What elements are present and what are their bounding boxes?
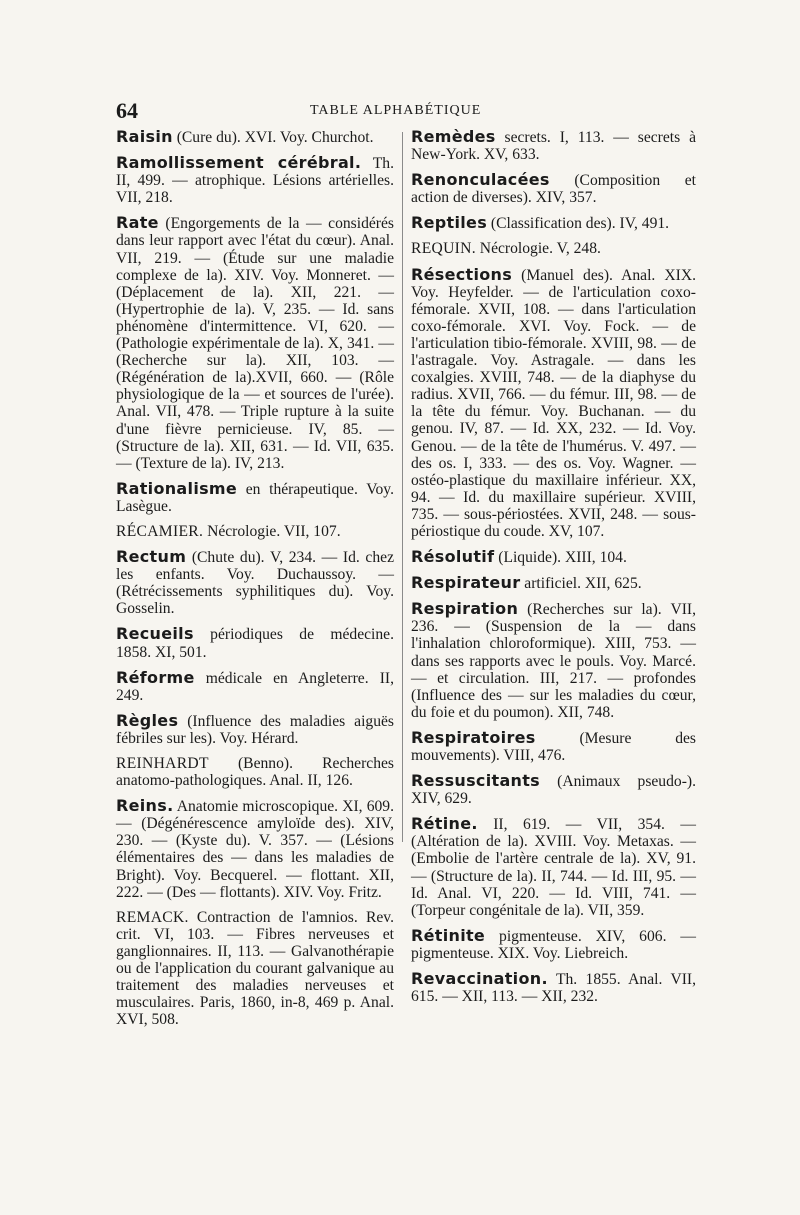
entry-text: pigmenteuse. XIV, 606. — pigmenteuse. XIX. Voy. Liebreich. — [411, 927, 696, 962]
entry-text: artificiel. XII, 625. — [520, 575, 642, 593]
entry-headword: Respiration — [411, 599, 519, 619]
entry-text: II, 619. — VII, 354. — (Altération de la). XVIII. Voy. Metaxas. — (Embolie de l'artère centrale de la). XV, 91. — (Structure de la). II, 744. — Id. III, 95. — Id. Anal. VI, 220. — Id. VIII, 741. — (Torpeur congénitale de la). VII, 359. — [411, 816, 696, 919]
left-column — [116, 128, 394, 1036]
entry-headword: Résections — [411, 264, 513, 284]
entry-headword: REINHARDT — [116, 755, 209, 772]
entry-headword: Ramollissement cérébral. — [116, 153, 362, 173]
index-entry — [411, 772, 696, 807]
entry-text: Contraction de l'amnios. Rev. crit. VI, 103. — Fibres nerveuses et ganglionnaires. II, 113. — Galvanothérapie ou de l'application du courant galvanique au traitement des maladies nerveuses et musculaires. Paris, 1860, in-8, 469 p. Anal. XVI, 508. — [116, 908, 394, 1029]
entry-headword: Reptiles — [411, 213, 488, 233]
index-entry — [116, 755, 394, 789]
entry-headword: Revaccination. — [411, 969, 548, 989]
index-entry — [411, 548, 696, 566]
entry-text: Th. II, 499. — atrophique. Lésions artérielles. VII, 218. — [116, 155, 394, 207]
index-entry — [411, 600, 696, 721]
right-column — [411, 128, 696, 1013]
entry-text: (Classification des). IV, 491. — [487, 215, 670, 233]
entry-headword: Raisin — [116, 127, 173, 146]
entry-headword: Respiratoires — [411, 727, 536, 747]
index-entry — [116, 523, 394, 540]
index-entry — [116, 712, 394, 747]
entry-text: (Recherches sur la). VII, 236. — (Suspension de la — dans l'inhalation chloroformique). XIII, 753. — dans ses rapports avec le pouls. Voy. Marcé. — et circulation. III, 217. — profondes (Influence des — sur les maladies du cœur, du foie et du poumon). XII, 748. — [411, 601, 696, 721]
column-divider — [402, 132, 403, 842]
index-entry — [116, 154, 394, 206]
page-number: 64 — [116, 98, 138, 123]
entry-text: Nécrologie. VII, 107. — [203, 522, 341, 540]
entry-headword: RÉCAMIER. — [116, 522, 204, 540]
entry-text: (Animaux pseudo-). XIV, 629. — [411, 773, 696, 808]
entry-headword: Rétine. — [411, 814, 478, 834]
entry-text: périodiques de médecine. 1858. XI, 501. — [116, 626, 394, 661]
entry-text: (Manuel des). Anal. XIX. Voy. Heyfelder. — de l'articulation coxo-fémorale. XVII, 108. — dans l'articulation coxo-fémorale. XVI. Voy. Fock. — de l'articulation tibio-fémorale. XVIII, 98. — de l'astragale. Voy. Astragale. — dans les coxalgies. XVIII, 748. — de la diaphyse du radius. XVII, 766. — du fémur. III, 98. — de la tête du fémur. Voy. Buchanan. — du genou. IV, 87. — Id. XX, 232. — Id. Voy. Genou. — de la tête de l'humérus. V. 497. — des os. I, 333. — des os. Voy. Wagner. — ostéo-plastique du maxillaire inférieur. XX, 94. — Id. du maxillaire supérieur. XVIII, 735. — sous-périostées. XVII, 248. — sous-périostique du coude. XV, 107. — [411, 266, 696, 540]
entry-text: (Composition et action de diverses). XIV, 357. — [411, 172, 696, 207]
index-entry — [411, 815, 696, 919]
index-entry — [116, 480, 394, 515]
entry-headword: Renonculacées — [411, 170, 550, 190]
entry-text: (Chute du). V, 234. — Id. chez les enfants. Voy. Duchaussoy. — (Rétrécissements syphilitiques du). Voy. Gosselin. — [116, 549, 394, 618]
index-entry — [411, 171, 696, 206]
entry-headword: Rectum — [116, 547, 187, 567]
entry-text: secrets. I, 113. — secrets à New-York. XV, 633. — [411, 129, 696, 164]
index-entry — [411, 574, 696, 592]
entry-headword: REMACK. — [116, 908, 189, 926]
entry-headword: REQUIN. — [411, 240, 476, 258]
index-entry — [411, 729, 696, 764]
entry-text: (Influence des maladies aiguës fébriles sur les). Voy. Hérard. — [116, 712, 394, 747]
index-entry — [116, 797, 394, 901]
entry-text: (Benno). Recherches anatomo-pathologiques. Anal. II, 126. — [116, 755, 394, 790]
entry-headword: Recueils — [116, 624, 194, 644]
entry-headword: Remèdes — [411, 127, 496, 146]
entry-text: médicale en Angleterre. II, 249. — [116, 669, 394, 704]
index-entry — [411, 128, 696, 163]
entry-text: (Liquide). XIII, 104. — [494, 549, 627, 567]
entry-headword: Rétinite — [411, 925, 486, 945]
entry-text: en thérapeutique. Voy. Lasègue. — [116, 480, 394, 515]
index-entry — [411, 240, 696, 257]
index-entry — [116, 548, 394, 617]
entry-headword: Réforme — [116, 667, 195, 687]
index-entry — [116, 669, 394, 704]
entry-text: (Engorgements de la — considérés dans leur rapport avec l'état du cœur). Anal. VII, 219. — (Étude sur une maladie complexe de la). XIV. Voy. Monneret. — (Déplacement de la). XII, 221. — (Hypertrophie de la). V, 235. — Id. sans phénomène d'intermittence. VI, 620. — (Pathologie expérimentale de la). X, 341. — (Recherche sur la). XII, 103. — (Régénération de la).XVII, 660. — (Rôle physiologique de la — et sources de l'urée). Anal. VII, 478. — Triple rupture à la suite d'une fièvre pernicieuse. IV, 85. — (Structure de la). XII, 631. — Id. VII, 635. — (Texture de la). IV, 213. — [116, 215, 394, 472]
index-entry — [411, 927, 696, 962]
entry-headword: Règles — [116, 710, 179, 730]
index-entry — [411, 970, 696, 1005]
index-entry — [116, 909, 394, 1029]
entry-text: Anatomie microscopique. XI, 609. — (Dégénérescence amyloïde des). XIV, 230. — (Kyste du). V. 357. — (Lésions élémentaires des — dans les maladies de Bright). Voy. Becquerel. — flottant. XII, 222. — (Des — flottants). XIV. Voy. Fritz. — [116, 798, 394, 901]
index-entry — [116, 128, 394, 146]
entry-headword: Ressuscitants — [411, 771, 541, 791]
entry-text: Nécrologie. V, 248. — [475, 240, 601, 258]
entry-text: (Cure du). XVI. Voy. Churchot. — [172, 129, 374, 146]
index-entry — [116, 625, 394, 660]
entry-text: Th. 1855. Anal. VII, 615. — XII, 113. — XII, 232. — [411, 971, 696, 1006]
entry-headword: Reins. — [116, 796, 174, 816]
entry-headword: Résolutif — [411, 547, 495, 567]
entry-text: (Mesure des mouvements). VIII, 476. — [411, 729, 696, 764]
entry-headword: Rate — [116, 213, 159, 233]
index-entry — [411, 214, 696, 232]
running-title: TABLE ALPHABÉTIQUE — [310, 103, 482, 118]
entry-headword: Respirateur — [411, 573, 521, 593]
entry-headword: Rationalisme — [116, 478, 238, 498]
index-entry — [411, 266, 696, 541]
index-entry — [116, 214, 394, 471]
